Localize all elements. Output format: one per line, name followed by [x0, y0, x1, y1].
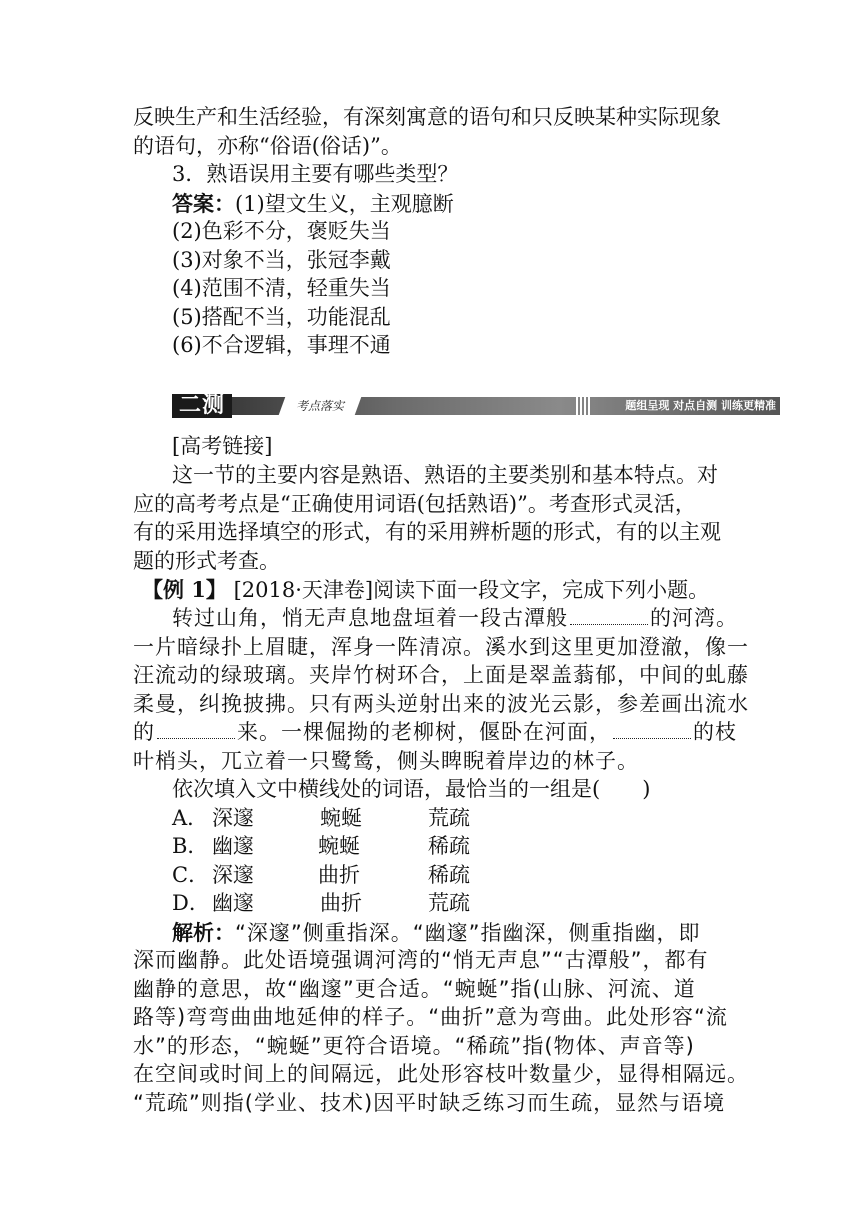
analysis-line: 深而幽静。此处语境强调河湾的“悄无声息”“古潭般”，都有	[133, 948, 709, 972]
passage-text: 的河湾。	[650, 606, 738, 630]
example-heading	[142, 575, 742, 605]
passage-text: 来。一棵倔拗的老柳树，偃卧在河面，	[237, 720, 611, 744]
option-word: 蜿蜒	[318, 834, 360, 858]
option-word: 深邃	[212, 863, 254, 887]
paragraph-line: 这一节的主要内容是熟语、熟语的主要类别和基本特点。对	[172, 463, 718, 487]
blank-3	[613, 722, 691, 739]
answer-item: (4)范围不清，轻重失当	[172, 276, 391, 300]
option-word: 幽邃	[212, 891, 254, 915]
option-letter: D．	[172, 891, 210, 915]
answer-line-1	[172, 189, 772, 219]
answer-item: (1)望文生义，主观臆断	[235, 192, 454, 216]
paragraph-line: 应的高考考点是“正确使用词语(包括熟语)”。考查形式灵活，	[133, 492, 696, 516]
option-b	[172, 832, 772, 861]
banner-mid	[279, 397, 362, 415]
option-letter: A．	[172, 806, 209, 830]
example-label: 【例 1】	[142, 577, 227, 602]
analysis-line: 水”的形态，“蜿蜒”更符合语境。“稀疏”指(物体、声音等)	[133, 1034, 695, 1058]
option-word: 幽邃	[212, 834, 254, 858]
passage-line: 叶梢头，兀立着一只鹭鸶，侧头睥睨着岸边的林子。	[133, 749, 639, 773]
passage-line: 汪流动的绿玻璃。夹岸竹树环合，上面是翠盖蓊郁，中间的虬藤	[133, 663, 749, 687]
analysis-label: 解析：	[172, 920, 235, 945]
passage-line	[172, 604, 772, 633]
question-text: 依次填入文中横线处的词语，最恰当的一组是( )	[172, 777, 651, 801]
option-word: 蜿蜒	[320, 806, 362, 830]
paragraph-line: 有的采用选择填空的形式，有的采用辨析题的形式，有的以主观	[133, 520, 721, 544]
answer-item: (5)搭配不当，功能混乱	[172, 305, 391, 329]
section-banner	[172, 394, 780, 418]
option-letter: B．	[172, 834, 209, 858]
option-c	[172, 861, 772, 890]
paragraph-line: 题的形式考查。	[133, 549, 280, 573]
answer-label: 答案：	[172, 191, 235, 216]
section-heading: [高考链接]	[172, 434, 273, 458]
option-word: 荒疏	[428, 891, 470, 915]
banner-mid-label: 考点落实	[296, 399, 345, 413]
option-word: 曲折	[318, 863, 360, 887]
banner-right-label: 题组呈现 对点自测 训练更精准	[625, 399, 776, 412]
analysis-line: 幽静的意思，故“幽邃”更合适。“蜿蜒”指(山脉、河流、道	[133, 977, 696, 1001]
paragraph-line: 的语句，亦称“俗语(俗话)”。	[133, 134, 402, 158]
option-word: 曲折	[320, 891, 362, 915]
option-letter: C．	[172, 863, 210, 887]
analysis-line	[172, 918, 772, 948]
passage-line: 柔曼，纠挽披拂。只有两头逆射出来的波光云影，参差画出流水	[133, 692, 749, 716]
blank-1	[570, 608, 648, 625]
option-a	[172, 804, 772, 833]
answer-item: (3)对象不当，张冠李戴	[172, 248, 391, 272]
paragraph-line: 反映生产和生活经验，有深刻寓意的语句和只反映某种实际现象	[133, 105, 721, 129]
passage-line	[133, 718, 737, 747]
example-source: [2018·天津卷]阅读下面一段文字，完成下列小题。	[226, 578, 710, 602]
banner-left-label: 二测	[172, 394, 232, 418]
analysis-line: 路等)弯弯曲曲地延伸的样子。“曲折”意为弯曲。此处形容“流	[133, 1005, 728, 1029]
option-word: 深邃	[212, 806, 254, 830]
option-word: 稀疏	[428, 863, 470, 887]
option-d	[172, 889, 772, 918]
blank-2	[157, 722, 235, 739]
option-word: 稀疏	[428, 834, 470, 858]
question-3: 3．熟语误用主要有哪些类型？	[172, 162, 459, 186]
answer-item: (6)不合逻辑，事理不通	[172, 333, 391, 357]
option-word: 荒疏	[428, 806, 470, 830]
analysis-line: 在空间或时间上的间隔远，此处形容枝叶数量少，显得相隔远。	[133, 1062, 749, 1086]
banner-stripes	[576, 397, 590, 415]
passage-text: 转过山角，悄无声息地盘垣着一段古潭般	[172, 606, 568, 630]
passage-line: 一片暗绿扑上眉睫，浑身一阵清凉。溪水到这里更加澄澈，像一	[133, 635, 749, 659]
analysis-text: “深邃”侧重指深。“幽邃”指幽深，侧重指幽，即	[235, 921, 701, 945]
passage-text: 的枝	[693, 720, 737, 744]
passage-text: 的	[133, 720, 155, 744]
analysis-line: “荒疏”则指(学业、技术)因平时缺乏练习而生疏，显然与语境	[133, 1091, 726, 1115]
answer-item: (2)色彩不分，褒贬失当	[172, 219, 391, 243]
